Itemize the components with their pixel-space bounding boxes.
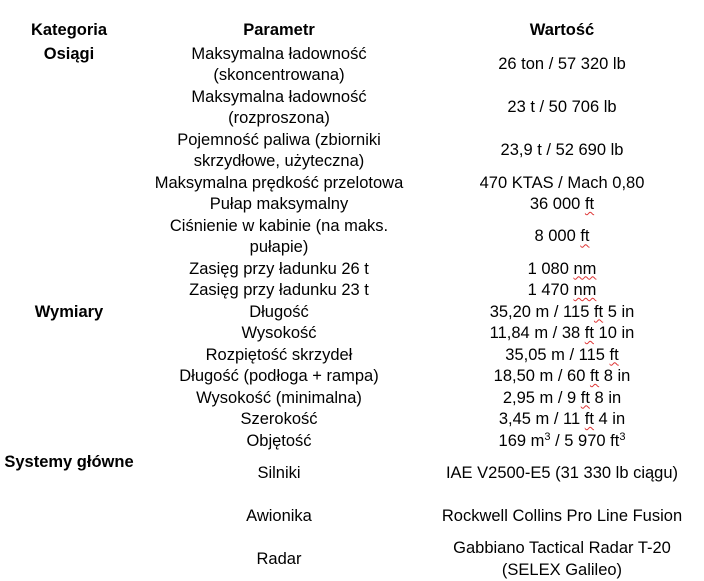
table-row xyxy=(0,452,704,495)
table-row xyxy=(0,302,704,324)
param-cell: Pojemność paliwa (zbiorniki skrzydłowe, użyteczna) xyxy=(177,130,381,170)
unit-text: ft xyxy=(584,324,594,342)
value-cell: 18,50 m / 60 ft 8 in xyxy=(493,367,631,385)
value-cell: 23,9 t / 52 690 lb xyxy=(500,141,624,160)
table-row xyxy=(0,44,704,87)
unit-text: ft xyxy=(580,388,590,407)
value-cell: 35,05 m / 115 ft xyxy=(505,345,619,364)
spec-table xyxy=(0,18,704,581)
unit-text: nm xyxy=(573,259,597,278)
param-cell: Radar xyxy=(256,549,302,568)
header-value: Wartość xyxy=(529,21,595,39)
unit-text: ft xyxy=(580,227,590,246)
unit-text: ft xyxy=(584,410,594,428)
param-cell: Rozpiętość skrzydeł xyxy=(205,345,353,364)
param-cell: Długość (podłoga + rampa) xyxy=(179,367,379,385)
header-parameter: Parametr xyxy=(243,21,315,39)
value-cell: 1 080 nm xyxy=(527,259,597,278)
value-cell: 2,95 m / 9 ft 8 in xyxy=(502,388,622,407)
param-cell: Szerokość xyxy=(240,410,318,428)
header-row xyxy=(0,18,704,44)
unit-text: ft xyxy=(593,302,604,321)
param-cell: Wysokość xyxy=(241,324,317,342)
value-cell: 26 ton / 57 320 lb xyxy=(498,55,626,74)
param-cell: Ciśnienie w kabinie (na maks. pułapie) xyxy=(169,216,389,256)
param-cell: Zasięg przy ładunku 26 t xyxy=(189,259,369,278)
unit-text: ft xyxy=(589,367,600,385)
value-cell: 23 t / 50 706 lb xyxy=(507,98,617,117)
header-category: Kategoria xyxy=(30,21,108,39)
value-cell: 169 $m^3 / 5$ 970 $ft^3$ xyxy=(498,430,626,450)
value-cell: 1 470 nm xyxy=(527,281,597,299)
unit-text: nm xyxy=(573,281,597,299)
category-main-systems: Systemy główne xyxy=(4,453,134,471)
param-cell: Wysokość (minimalna) xyxy=(196,388,362,407)
param-cell: Maksymalna ładowność (rozproszona) xyxy=(191,87,367,127)
param-cell: Maksymalna ładowność (skoncentrowana) xyxy=(191,44,367,84)
param-cell: Silniki xyxy=(257,463,301,482)
param-cell: Maksymalna prędkość przelotowa xyxy=(154,173,404,192)
param-cell: Długość xyxy=(249,302,309,321)
value-cell: 36 000 ft xyxy=(529,195,595,213)
value-cell: Rockwell Collins Pro Line Fusion xyxy=(441,506,683,525)
unit-text: ft xyxy=(584,195,595,213)
param-cell: Pułap maksymalny xyxy=(209,195,349,213)
category-dimensions: Wymiary xyxy=(34,302,104,321)
value-cell: 11,84 m / 38 ft 10 in xyxy=(489,324,635,342)
category-performance: Osiągi xyxy=(43,44,95,63)
value-cell: IAE V2500-E5 (31 330 lb ciągu) xyxy=(445,463,679,482)
value-cell: 8 000 ft xyxy=(534,227,590,246)
param-cell: Awionika xyxy=(246,506,312,525)
param-cell: Objętość xyxy=(246,431,312,450)
value-cell: Gabbiano Tactical Radar T-20 (SELEX Galileo) xyxy=(453,539,671,579)
unit-text: ft xyxy=(609,345,619,364)
param-cell: Zasięg przy ładunku 23 t xyxy=(189,281,369,299)
value-cell: 3,45 m / 11 ft 4 in xyxy=(498,410,626,428)
value-cell: 470 KTAS / Mach 0,80 xyxy=(479,173,645,192)
value-cell: 35,20 m / 115 ft 5 in xyxy=(489,302,635,321)
